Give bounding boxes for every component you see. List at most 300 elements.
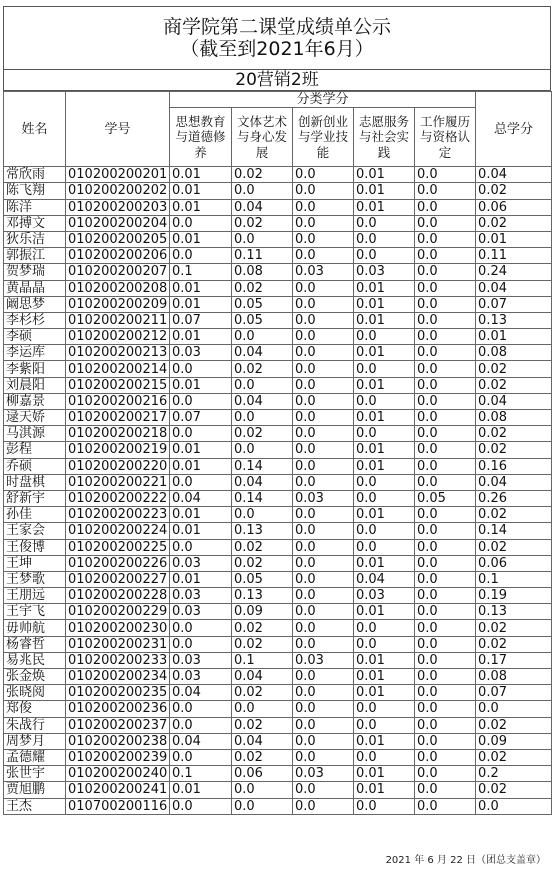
score-total: 0.02: [476, 636, 552, 652]
student-id: 010200200228: [66, 588, 170, 604]
score-innovation: 0.0: [293, 539, 354, 555]
score-total: 0.02: [476, 426, 552, 442]
score-work: 0.0: [415, 312, 476, 328]
score-innovation: 0.0: [293, 571, 354, 587]
table-row: [4, 507, 552, 523]
score-arts: 0.06: [232, 766, 293, 782]
score-work: 0.0: [415, 539, 476, 555]
score-moral: 0.03: [170, 652, 232, 668]
table-row: [4, 280, 552, 296]
score-moral: 0.03: [170, 588, 232, 604]
student-name: 张晓阅: [4, 685, 66, 701]
table-row: [4, 183, 552, 199]
score-innovation: 0.0: [293, 231, 354, 247]
student-id: 010200200204: [66, 215, 170, 231]
score-total: 0.11: [476, 248, 552, 264]
score-moral: 0.0: [170, 749, 232, 765]
student-id: 010700200116: [66, 798, 170, 814]
score-moral: 0.03: [170, 604, 232, 620]
score-moral: 0.0: [170, 620, 232, 636]
table-row: [4, 458, 552, 474]
score-total: 0.09: [476, 733, 552, 749]
score-arts: 0.04: [232, 199, 293, 215]
score-volunteer: 0.0: [354, 231, 415, 247]
table-row: [4, 474, 552, 490]
student-id: 010200200209: [66, 296, 170, 312]
score-innovation: 0.0: [293, 604, 354, 620]
student-name: 王宇飞: [4, 604, 66, 620]
score-innovation: 0.0: [293, 782, 354, 798]
student-name: 李运库: [4, 345, 66, 361]
score-volunteer: 0.01: [354, 507, 415, 523]
table-row: [4, 636, 552, 652]
score-innovation: 0.0: [293, 280, 354, 296]
score-arts: 0.09: [232, 604, 293, 620]
score-arts: 0.04: [232, 669, 293, 685]
student-id: 010200200216: [66, 393, 170, 409]
student-name: 王家会: [4, 523, 66, 539]
score-moral: 0.01: [170, 442, 232, 458]
student-id: 010200200234: [66, 669, 170, 685]
student-id: 010200200212: [66, 329, 170, 345]
score-moral: 0.0: [170, 215, 232, 231]
score-innovation: 0.0: [293, 377, 354, 393]
score-arts: 0.04: [232, 474, 293, 490]
score-work: 0.0: [415, 701, 476, 717]
score-arts: 0.02: [232, 215, 293, 231]
score-innovation: 0.0: [293, 701, 354, 717]
score-work: 0.0: [415, 652, 476, 668]
student-id: 010200200205: [66, 231, 170, 247]
table-row: [4, 782, 552, 798]
score-volunteer: 0.01: [354, 766, 415, 782]
score-moral: 0.01: [170, 507, 232, 523]
score-moral: 0.0: [170, 636, 232, 652]
score-moral: 0.01: [170, 523, 232, 539]
table-row: [4, 490, 552, 506]
score-arts: 0.0: [232, 410, 293, 426]
score-arts: 0.02: [232, 620, 293, 636]
header-category: 工作履历与资格认定: [415, 108, 476, 167]
score-moral: 0.03: [170, 669, 232, 685]
score-work: 0.0: [415, 474, 476, 490]
student-id: 010200200229: [66, 604, 170, 620]
score-moral: 0.01: [170, 183, 232, 199]
student-name: 郭振江: [4, 248, 66, 264]
score-work: 0.0: [415, 620, 476, 636]
table-row: [4, 393, 552, 409]
score-work: 0.0: [415, 782, 476, 798]
student-name: 杨睿哲: [4, 636, 66, 652]
score-work: 0.0: [415, 555, 476, 571]
score-moral: 0.0: [170, 393, 232, 409]
score-volunteer: 0.01: [354, 652, 415, 668]
score-arts: 0.05: [232, 571, 293, 587]
score-innovation: 0.03: [293, 490, 354, 506]
score-arts: 0.02: [232, 636, 293, 652]
score-arts: 0.02: [232, 555, 293, 571]
table-body: [4, 167, 552, 815]
table-row: [4, 312, 552, 328]
table-row: [4, 215, 552, 231]
score-total: 0.26: [476, 490, 552, 506]
header-name: 姓名: [4, 92, 66, 167]
score-work: 0.0: [415, 733, 476, 749]
score-volunteer: 0.03: [354, 264, 415, 280]
score-total: 0.06: [476, 199, 552, 215]
score-arts: 0.02: [232, 167, 293, 183]
student-id: 010200200233: [66, 652, 170, 668]
score-moral: 0.01: [170, 377, 232, 393]
score-volunteer: 0.01: [354, 604, 415, 620]
score-total: 0.08: [476, 410, 552, 426]
score-innovation: 0.0: [293, 685, 354, 701]
score-work: 0.0: [415, 280, 476, 296]
score-moral: 0.03: [170, 345, 232, 361]
score-arts: 0.08: [232, 264, 293, 280]
score-innovation: 0.03: [293, 766, 354, 782]
student-id: 010200200219: [66, 442, 170, 458]
score-moral: 0.0: [170, 717, 232, 733]
student-id: 010200200237: [66, 717, 170, 733]
score-work: 0.0: [415, 442, 476, 458]
score-innovation: 0.0: [293, 620, 354, 636]
score-work: 0.0: [415, 183, 476, 199]
score-innovation: 0.0: [293, 474, 354, 490]
score-volunteer: 0.01: [354, 669, 415, 685]
score-total: 0.02: [476, 377, 552, 393]
score-arts: 0.02: [232, 426, 293, 442]
student-id: 010200200220: [66, 458, 170, 474]
student-name: 李硕: [4, 329, 66, 345]
student-id: 010200200225: [66, 539, 170, 555]
transcript-sheet: [3, 6, 551, 815]
student-id: 010200200221: [66, 474, 170, 490]
score-total: 0.02: [476, 782, 552, 798]
score-innovation: 0.0: [293, 296, 354, 312]
score-work: 0.0: [415, 766, 476, 782]
table-row: [4, 717, 552, 733]
score-moral: 0.01: [170, 782, 232, 798]
score-moral: 0.0: [170, 798, 232, 814]
score-moral: 0.0: [170, 426, 232, 442]
table-row: [4, 248, 552, 264]
student-id: 010200200207: [66, 264, 170, 280]
header-category: 文体艺术与身心发展: [232, 108, 293, 167]
student-name: 刘晨阳: [4, 377, 66, 393]
score-total: 0.02: [476, 620, 552, 636]
score-moral: 0.01: [170, 167, 232, 183]
table-row: [4, 620, 552, 636]
student-name: 狄乐洁: [4, 231, 66, 247]
student-id: 010200200223: [66, 507, 170, 523]
student-name: 逯天娇: [4, 410, 66, 426]
score-innovation: 0.03: [293, 652, 354, 668]
score-moral: 0.07: [170, 312, 232, 328]
table-row: [4, 523, 552, 539]
score-volunteer: 0.01: [354, 183, 415, 199]
score-total: 0.0: [476, 798, 552, 814]
score-volunteer: 0.01: [354, 199, 415, 215]
score-arts: 0.04: [232, 345, 293, 361]
score-innovation: 0.0: [293, 733, 354, 749]
student-name: 李杉杉: [4, 312, 66, 328]
score-total: 0.01: [476, 231, 552, 247]
score-moral: 0.04: [170, 490, 232, 506]
student-id: 010200200235: [66, 685, 170, 701]
score-moral: 0.01: [170, 280, 232, 296]
student-name: 王坤: [4, 555, 66, 571]
student-id: 010200200218: [66, 426, 170, 442]
table-row: [4, 167, 552, 183]
table-row: [4, 361, 552, 377]
score-work: 0.0: [415, 798, 476, 814]
score-innovation: 0.0: [293, 361, 354, 377]
table-row: [4, 798, 552, 814]
score-volunteer: 0.01: [354, 733, 415, 749]
student-name: 李紫阳: [4, 361, 66, 377]
score-total: 0.16: [476, 458, 552, 474]
score-work: 0.0: [415, 167, 476, 183]
score-total: 0.17: [476, 652, 552, 668]
table-row: [4, 199, 552, 215]
score-total: 0.02: [476, 361, 552, 377]
student-id: 010200200240: [66, 766, 170, 782]
score-innovation: 0.0: [293, 426, 354, 442]
score-work: 0.0: [415, 264, 476, 280]
score-moral: 0.1: [170, 766, 232, 782]
score-moral: 0.0: [170, 701, 232, 717]
student-name: 朱战行: [4, 717, 66, 733]
score-total: 0.2: [476, 766, 552, 782]
score-arts: 0.0: [232, 701, 293, 717]
score-arts: 0.0: [232, 798, 293, 814]
score-innovation: 0.0: [293, 183, 354, 199]
score-volunteer: 0.0: [354, 490, 415, 506]
score-arts: 0.0: [232, 329, 293, 345]
score-innovation: 0.0: [293, 345, 354, 361]
score-volunteer: 0.01: [354, 167, 415, 183]
score-moral: 0.01: [170, 329, 232, 345]
score-volunteer: 0.01: [354, 345, 415, 361]
header-total: 总学分: [476, 92, 552, 167]
table-row: [4, 588, 552, 604]
table-row: [4, 555, 552, 571]
table-row: [4, 539, 552, 555]
score-work: 0.0: [415, 669, 476, 685]
table-row: [4, 571, 552, 587]
score-innovation: 0.0: [293, 458, 354, 474]
score-arts: 0.0: [232, 442, 293, 458]
score-total: 0.02: [476, 749, 552, 765]
student-name: 邓搏文: [4, 215, 66, 231]
header-id: 学号: [66, 92, 170, 167]
score-innovation: 0.0: [293, 410, 354, 426]
score-work: 0.0: [415, 588, 476, 604]
student-name: 贺梦瑞: [4, 264, 66, 280]
table-row: [4, 733, 552, 749]
score-arts: 0.02: [232, 717, 293, 733]
score-moral: 0.07: [170, 410, 232, 426]
score-arts: 0.0: [232, 507, 293, 523]
student-id: 010200200238: [66, 733, 170, 749]
table-row: [4, 296, 552, 312]
score-moral: 0.01: [170, 458, 232, 474]
score-arts: 0.02: [232, 749, 293, 765]
score-work: 0.0: [415, 749, 476, 765]
student-name: 乔硕: [4, 458, 66, 474]
table-row: [4, 749, 552, 765]
score-total: 0.02: [476, 539, 552, 555]
table-row: [4, 701, 552, 717]
score-work: 0.0: [415, 345, 476, 361]
score-innovation: 0.0: [293, 588, 354, 604]
score-arts: 0.05: [232, 312, 293, 328]
score-total: 0.13: [476, 312, 552, 328]
score-innovation: 0.0: [293, 393, 354, 409]
table-row: [4, 766, 552, 782]
score-total: 0.07: [476, 296, 552, 312]
student-name: 郑俊: [4, 701, 66, 717]
score-arts: 0.0: [232, 377, 293, 393]
score-work: 0.0: [415, 393, 476, 409]
student-id: 010200200236: [66, 701, 170, 717]
table-row: [4, 264, 552, 280]
score-arts: 0.0: [232, 183, 293, 199]
score-innovation: 0.0: [293, 215, 354, 231]
score-work: 0.0: [415, 604, 476, 620]
score-innovation: 0.0: [293, 798, 354, 814]
score-total: 0.02: [476, 442, 552, 458]
score-arts: 0.11: [232, 248, 293, 264]
student-id: 010200200224: [66, 523, 170, 539]
score-work: 0.0: [415, 296, 476, 312]
score-volunteer: 0.0: [354, 717, 415, 733]
score-total: 0.1: [476, 571, 552, 587]
score-total: 0.02: [476, 717, 552, 733]
score-volunteer: 0.0: [354, 701, 415, 717]
table-row: [4, 345, 552, 361]
score-volunteer: 0.01: [354, 442, 415, 458]
table-row: [4, 410, 552, 426]
score-innovation: 0.0: [293, 523, 354, 539]
score-innovation: 0.0: [293, 199, 354, 215]
score-volunteer: 0.0: [354, 215, 415, 231]
score-work: 0.05: [415, 490, 476, 506]
header-category-group: 分类学分: [170, 92, 476, 108]
student-name: 王朋远: [4, 588, 66, 604]
score-work: 0.0: [415, 571, 476, 587]
score-moral: 0.01: [170, 231, 232, 247]
score-volunteer: 0.01: [354, 458, 415, 474]
title-line-1: 商学院第二课堂成绩单公示: [162, 16, 391, 38]
score-arts: 0.1: [232, 652, 293, 668]
score-volunteer: 0.03: [354, 588, 415, 604]
student-id: 010200200201: [66, 167, 170, 183]
score-moral: 0.01: [170, 296, 232, 312]
score-total: 0.04: [476, 393, 552, 409]
score-arts: 0.13: [232, 523, 293, 539]
student-name: 王杰: [4, 798, 66, 814]
score-total: 0.01: [476, 329, 552, 345]
student-name: 王梦歌: [4, 571, 66, 587]
table-row: [4, 652, 552, 668]
score-work: 0.0: [415, 361, 476, 377]
table-row: [4, 604, 552, 620]
score-innovation: 0.0: [293, 248, 354, 264]
score-total: 0.07: [476, 685, 552, 701]
score-work: 0.0: [415, 329, 476, 345]
score-volunteer: 0.0: [354, 539, 415, 555]
score-volunteer: 0.01: [354, 296, 415, 312]
score-volunteer: 0.01: [354, 782, 415, 798]
score-innovation: 0.0: [293, 167, 354, 183]
table-row: [4, 442, 552, 458]
score-work: 0.0: [415, 377, 476, 393]
student-name: 易兆民: [4, 652, 66, 668]
score-volunteer: 0.01: [354, 280, 415, 296]
score-volunteer: 0.01: [354, 555, 415, 571]
score-table: [3, 91, 552, 815]
student-name: 柳嘉景: [4, 393, 66, 409]
score-arts: 0.14: [232, 490, 293, 506]
student-id: 010200200206: [66, 248, 170, 264]
score-work: 0.0: [415, 507, 476, 523]
score-innovation: 0.0: [293, 669, 354, 685]
score-total: 0.06: [476, 555, 552, 571]
score-total: 0.13: [476, 604, 552, 620]
student-id: 010200200230: [66, 620, 170, 636]
score-total: 0.19: [476, 588, 552, 604]
score-work: 0.0: [415, 231, 476, 247]
score-volunteer: 0.01: [354, 377, 415, 393]
student-name: 王俊博: [4, 539, 66, 555]
score-work: 0.0: [415, 685, 476, 701]
student-name: 周梦月: [4, 733, 66, 749]
student-id: 010200200226: [66, 555, 170, 571]
student-name: 张金焕: [4, 669, 66, 685]
class-name: 20营销2班: [3, 69, 551, 91]
score-moral: 0.04: [170, 733, 232, 749]
score-moral: 0.01: [170, 199, 232, 215]
score-arts: 0.04: [232, 733, 293, 749]
date-stamp-note: 2021 年 6 月 22 日（团总支盖章）: [385, 855, 546, 866]
score-volunteer: 0.0: [354, 798, 415, 814]
score-arts: 0.02: [232, 361, 293, 377]
score-innovation: 0.0: [293, 717, 354, 733]
score-work: 0.0: [415, 458, 476, 474]
student-name: 贾旭鹏: [4, 782, 66, 798]
score-total: 0.24: [476, 264, 552, 280]
score-volunteer: 0.0: [354, 523, 415, 539]
score-moral: 0.03: [170, 555, 232, 571]
student-name: 舒新宇: [4, 490, 66, 506]
score-volunteer: 0.0: [354, 749, 415, 765]
score-total: 0.02: [476, 215, 552, 231]
score-arts: 0.0: [232, 231, 293, 247]
score-total: 0.04: [476, 167, 552, 183]
student-id: 010200200231: [66, 636, 170, 652]
score-total: 0.08: [476, 345, 552, 361]
score-work: 0.0: [415, 410, 476, 426]
student-id: 010200200239: [66, 749, 170, 765]
score-total: 0.0: [476, 701, 552, 717]
score-innovation: 0.0: [293, 636, 354, 652]
header-category: 志愿服务与社会实践: [354, 108, 415, 167]
score-total: 0.04: [476, 280, 552, 296]
score-volunteer: 0.0: [354, 361, 415, 377]
score-moral: 0.1: [170, 264, 232, 280]
